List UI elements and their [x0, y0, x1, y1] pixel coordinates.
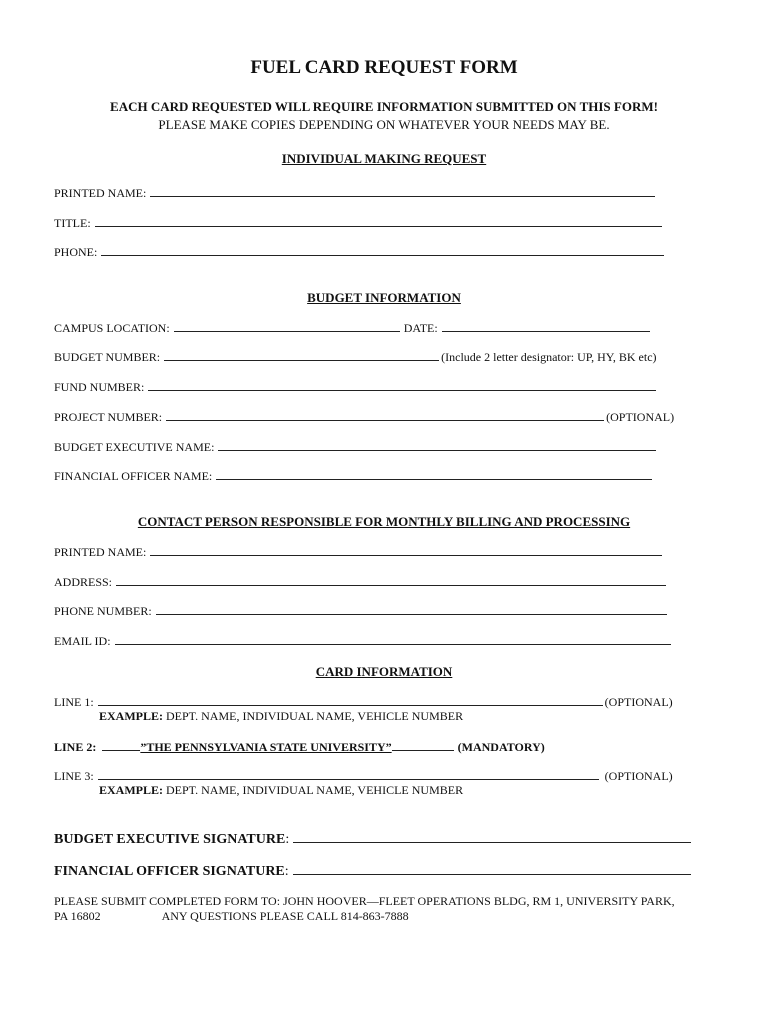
footer-line1: PLEASE SUBMIT COMPLETED FORM TO: JOHN HOOVER—FLEET OPERATIONS BLDG, RM 1, UNIVERSITY PARK,	[54, 894, 675, 908]
card-line3-input[interactable]	[98, 768, 599, 780]
financial-officer-signature-input[interactable]	[293, 861, 691, 875]
footer	[54, 894, 675, 924]
date-input[interactable]	[442, 320, 650, 332]
phone-input[interactable]	[101, 244, 664, 256]
budget-executive-row	[54, 439, 656, 455]
field-label: LINE 2:	[54, 740, 97, 754]
example-text: DEPT. NAME, INDIVIDUAL NAME, VEHICLE NUMBER	[166, 783, 464, 797]
field-note: (Include 2 letter designator: UP, HY, BK etc)	[441, 350, 657, 364]
budget-exec-signature-row	[54, 829, 691, 848]
contact-printed-name-row	[54, 544, 662, 560]
project-number-input[interactable]	[166, 409, 604, 421]
signature-label: BUDGET EXECUTIVE SIGNATURE	[54, 832, 286, 847]
form-title: FUEL CARD REQUEST FORM	[250, 57, 518, 78]
budget-exec-signature-input[interactable]	[293, 829, 691, 843]
field-label: PRINTED NAME:	[54, 186, 147, 200]
field-note: (OPTIONAL)	[606, 410, 675, 424]
project-number-row	[54, 409, 674, 425]
contact-phone-row	[54, 603, 667, 619]
contact-phone-input[interactable]	[156, 603, 667, 615]
contact-email-row	[54, 633, 671, 649]
fund-number-input[interactable]	[148, 379, 656, 391]
field-label: PHONE:	[54, 245, 98, 259]
footer-address: PA 16802	[54, 909, 101, 923]
line2-value: ”THE PENNSYLVANIA STATE UNIVERSITY”	[140, 740, 392, 754]
financial-officer-row	[54, 468, 652, 484]
budget-executive-input[interactable]	[218, 439, 656, 451]
example-label: EXAMPLE:	[99, 709, 163, 723]
financial-officer-input[interactable]	[216, 468, 652, 480]
fund-number-row	[54, 379, 656, 395]
card-line1-input[interactable]	[98, 694, 603, 706]
field-label: EMAIL ID:	[54, 634, 111, 648]
field-note: (MANDATORY)	[457, 740, 545, 754]
field-label: FUND NUMBER:	[54, 380, 145, 394]
campus-location-input[interactable]	[174, 320, 400, 332]
contact-address-row	[54, 574, 666, 590]
title-input[interactable]	[95, 215, 662, 227]
contact-address-input[interactable]	[116, 574, 666, 586]
section-contact: CONTACT PERSON RESPONSIBLE FOR MONTHLY BILLING AND PROCESSING	[137, 514, 631, 529]
card-line1-row	[54, 694, 673, 710]
field-label: CAMPUS LOCATION:	[54, 321, 170, 335]
individual-printed-name-row	[54, 185, 655, 201]
field-label: TITLE:	[54, 216, 91, 230]
example-line1	[99, 709, 463, 724]
field-note: (OPTIONAL)	[604, 695, 673, 709]
field-note: (OPTIONAL)	[604, 769, 673, 783]
campus-location-row	[54, 320, 650, 336]
contact-email-input[interactable]	[115, 633, 671, 645]
section-individual: INDIVIDUAL MAKING REQUEST	[281, 151, 487, 166]
field-label: PRINTED NAME:	[54, 545, 147, 559]
line2-blank-left	[102, 739, 140, 751]
signature-label: FINANCIAL OFFICER SIGNATURE	[54, 864, 285, 879]
field-label: PHONE NUMBER:	[54, 604, 152, 618]
notice-bold: EACH CARD REQUESTED WILL REQUIRE INFORMATION SUBMITTED ON THIS FORM!	[110, 99, 658, 114]
footer-phone: ANY QUESTIONS PLEASE CALL 814-863-7888	[161, 909, 409, 923]
field-label: BUDGET EXECUTIVE NAME:	[54, 440, 215, 454]
signature-colon: :	[284, 864, 289, 879]
field-label: ADDRESS:	[54, 575, 113, 589]
footer-line2	[54, 909, 675, 924]
field-label: PROJECT NUMBER:	[54, 410, 163, 424]
printed-name-input[interactable]	[150, 185, 655, 197]
notice-text: PLEASE MAKE COPIES DEPENDING ON WHATEVER YOUR NEEDS MAY BE.	[158, 117, 610, 132]
field-label: LINE 3:	[54, 769, 94, 783]
signature-colon: :	[285, 832, 290, 847]
card-line2-row	[54, 739, 545, 755]
budget-number-row	[54, 349, 657, 365]
example-label: EXAMPLE:	[99, 783, 163, 797]
section-card: CARD INFORMATION	[315, 664, 453, 679]
individual-title-row	[54, 215, 662, 231]
card-line3-row	[54, 768, 673, 784]
example-line3	[99, 783, 463, 798]
section-budget: BUDGET INFORMATION	[307, 290, 461, 305]
financial-officer-signature-row	[54, 861, 691, 880]
budget-number-input[interactable]	[164, 349, 439, 361]
individual-phone-row	[54, 244, 664, 260]
example-text: DEPT. NAME, INDIVIDUAL NAME, VEHICLE NUMBER	[166, 709, 464, 723]
field-label: LINE 1:	[54, 695, 94, 709]
field-label: FINANCIAL OFFICER NAME:	[54, 469, 213, 483]
contact-printed-name-input[interactable]	[150, 544, 662, 556]
field-label: DATE:	[403, 321, 438, 335]
field-label: BUDGET NUMBER:	[54, 350, 161, 364]
line2-blank-right	[392, 739, 454, 751]
